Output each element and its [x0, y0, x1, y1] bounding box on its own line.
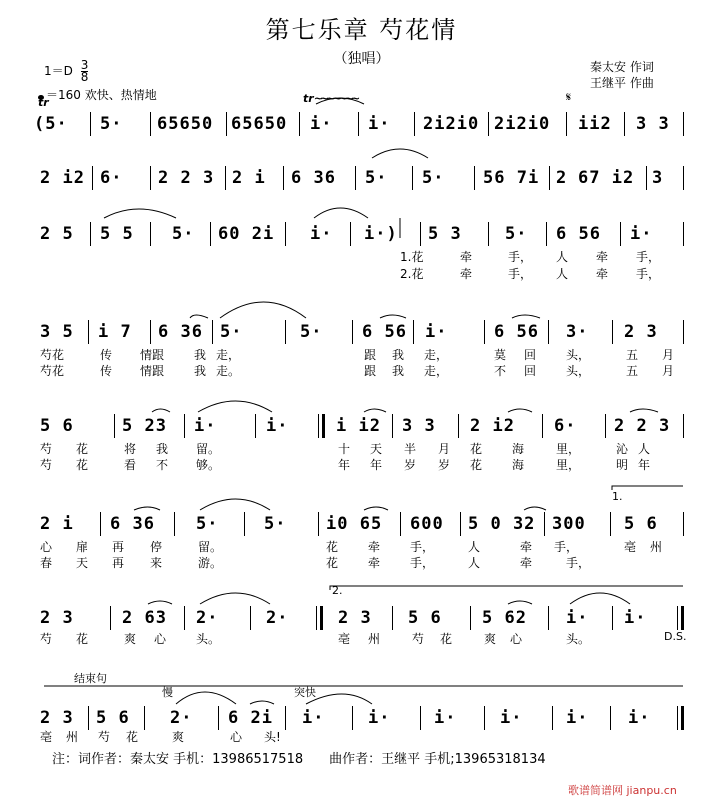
lyric: 沁	[616, 442, 629, 456]
lyric: 手，	[508, 250, 533, 264]
lyric: 再	[112, 556, 125, 570]
lyric: 手，	[410, 556, 435, 570]
lyric: 花	[76, 442, 89, 456]
lyric: 牵	[520, 556, 533, 570]
lyric: 岁	[438, 458, 451, 472]
measure: 5·	[264, 514, 287, 534]
measure: 3·	[566, 322, 589, 342]
slur	[316, 98, 364, 104]
measure: 5·	[100, 114, 123, 134]
slur	[364, 409, 386, 412]
lyric: 牵	[520, 540, 533, 554]
tie	[220, 302, 306, 318]
slur	[190, 315, 208, 318]
lyric: 芍花	[40, 348, 65, 362]
measure: 5·	[300, 322, 323, 342]
lyric: 心	[154, 632, 167, 646]
lyric: 芍	[98, 730, 111, 744]
lyric: 人	[638, 442, 651, 456]
lyric: 牵	[460, 267, 473, 281]
slur	[508, 409, 532, 412]
measure: 5·	[422, 168, 445, 188]
measure: i·	[434, 708, 457, 728]
tie	[200, 499, 270, 510]
lyric: 走，	[424, 364, 449, 378]
tie	[200, 593, 270, 604]
measure: 5·	[220, 322, 243, 342]
measure: 5 6	[624, 514, 658, 534]
slur	[380, 315, 406, 318]
measure: 3 3	[636, 114, 670, 134]
lyric: 里，	[556, 442, 581, 456]
lyric: 跟	[364, 348, 377, 362]
lyric: 花	[326, 556, 339, 570]
time-top: 3	[80, 58, 89, 72]
measure: 2 i	[232, 168, 266, 188]
measure: 2·	[170, 708, 193, 728]
measure: 5·	[172, 224, 195, 244]
measure: 2 3	[40, 608, 74, 628]
lyric: 春	[40, 556, 53, 570]
lyric: 花	[76, 632, 89, 646]
lyric: 情跟	[140, 348, 165, 362]
lyric: 亳	[338, 632, 351, 646]
lyric: 月	[662, 364, 675, 378]
lyric: 人	[556, 267, 569, 281]
lyric: 天	[76, 556, 89, 570]
lyric: 年	[338, 458, 351, 472]
measure: i 7	[98, 322, 132, 342]
lyric: 十	[338, 442, 351, 456]
measure: 3	[652, 168, 664, 188]
slur	[148, 601, 172, 604]
measure: i·	[566, 608, 589, 628]
lyric: 头，	[566, 364, 591, 378]
measure: 3 3	[402, 416, 436, 436]
trill-wave-icon: ~~~~~~~	[313, 92, 358, 105]
segno-icon: 𝄋	[566, 90, 572, 104]
lyric: 芍	[40, 458, 53, 472]
measure: 2i2i0	[494, 114, 551, 134]
lyric: 莫	[494, 348, 507, 362]
lyric: 人	[468, 556, 481, 570]
measure: i·	[302, 708, 325, 728]
measure: 5 6	[40, 416, 74, 436]
measure: 2	[556, 168, 568, 188]
lyric: 亳	[40, 730, 53, 744]
measure: 56 7i	[483, 168, 540, 188]
measure: 5 6	[408, 608, 442, 628]
lyric: 州	[66, 730, 79, 744]
lyric: 牵	[596, 250, 609, 264]
measure: i·	[628, 708, 651, 728]
composer-credit: 王继平 作曲	[590, 76, 654, 90]
measure: 6 36	[158, 322, 203, 342]
measure: 2 i2	[40, 168, 85, 188]
measure: 5 23	[122, 416, 167, 436]
tempo-text: ＝160 欢快、热情地	[46, 88, 157, 102]
lyric: 花	[440, 632, 453, 646]
lyric: 花	[470, 442, 483, 456]
lyric: 跟	[364, 364, 377, 378]
slur	[176, 692, 236, 704]
volta-1-label: 1.	[612, 490, 623, 503]
measure: 67 i2	[578, 168, 635, 188]
measure: 6·	[554, 416, 577, 436]
lyric: 传	[100, 364, 113, 378]
lyric: 手，	[554, 540, 579, 554]
measure: 6 2i	[228, 708, 273, 728]
measure: 2 i	[40, 514, 74, 534]
lyric: 人	[468, 540, 481, 554]
measure: 65650	[157, 114, 214, 134]
slur	[250, 701, 274, 704]
measure: i·	[368, 114, 391, 134]
lyric: 手，	[636, 250, 661, 264]
lyric: 将	[124, 442, 137, 456]
measure: i·)	[364, 224, 398, 244]
measure: 2 2 3	[158, 168, 215, 188]
lyric: 花	[470, 458, 483, 472]
lyric: 走。	[216, 364, 241, 378]
measure: 2 i2	[470, 416, 515, 436]
measure: 2i2i0	[423, 114, 480, 134]
lyric: 不	[494, 364, 507, 378]
lyric: 月	[438, 442, 451, 456]
measure: (5·	[34, 114, 68, 134]
volta-1-bracket	[612, 486, 683, 490]
slur	[364, 507, 388, 510]
coda-label: 结束句	[74, 672, 107, 685]
lyric: 牵	[596, 267, 609, 281]
measure: 5 62	[482, 608, 527, 628]
measure: 600	[410, 514, 444, 534]
measure: i·	[630, 224, 653, 244]
lyric: 海	[512, 458, 525, 472]
lyric: 我	[392, 364, 405, 378]
lyric: 州	[650, 540, 663, 554]
lyric: 心	[510, 632, 523, 646]
measure: i i2	[336, 416, 381, 436]
lyric: 不	[156, 458, 169, 472]
lyric: 天	[370, 442, 383, 456]
measure: 2·	[266, 608, 289, 628]
measure: 3 5	[40, 322, 74, 342]
slur	[524, 507, 546, 510]
lyric: 1.花	[400, 250, 424, 264]
lyric: 花	[76, 458, 89, 472]
lyric: 手，	[410, 540, 435, 554]
measure: 5·	[505, 224, 528, 244]
measure: i·	[624, 608, 647, 628]
lyric: 爽	[124, 632, 137, 646]
lyric: 头。	[196, 632, 221, 646]
measure: 60 2i	[218, 224, 275, 244]
lyric: 明	[616, 458, 629, 472]
song-subtitle: （独唱）	[333, 51, 390, 67]
lyric: 走，	[216, 348, 241, 362]
lyric: 芍	[40, 632, 53, 646]
lyric: 留。	[196, 442, 221, 456]
measure: 2 3	[40, 708, 74, 728]
lyric: 留。	[198, 540, 223, 554]
lyric: 我	[194, 348, 207, 362]
lyric: 2.花	[400, 267, 424, 281]
lyric: 传	[100, 348, 113, 362]
lyric: 里，	[556, 458, 581, 472]
measure: 5 3	[428, 224, 462, 244]
measure: i·	[310, 114, 333, 134]
lyric: 芍	[40, 442, 53, 456]
lyric: 扉	[76, 540, 89, 554]
slur	[134, 507, 160, 510]
measure: i·	[194, 416, 217, 436]
song-title: 第七乐章 芍花情	[265, 16, 458, 44]
measure: i·	[310, 224, 333, 244]
lyric: 头!	[264, 730, 281, 744]
lyric: 花	[126, 730, 139, 744]
measure: 6 56	[362, 322, 407, 342]
lyric: 芍	[412, 632, 425, 646]
measure: ii2	[578, 114, 612, 134]
site-watermark: 歌谱简谱网 jianpu.cn	[568, 784, 677, 797]
measure: i0 65	[326, 514, 383, 534]
slur	[508, 601, 532, 604]
lyric: 够。	[196, 458, 221, 472]
measure: 300	[552, 514, 586, 534]
lyric: 我	[156, 442, 169, 456]
lyric: 人	[556, 250, 569, 264]
lyric: 心	[230, 730, 243, 744]
lyric: 手，	[636, 267, 661, 281]
lyric: 头，	[566, 348, 591, 362]
trill-mark: tr	[38, 96, 49, 109]
tie	[314, 208, 368, 218]
measure: 2·	[196, 608, 219, 628]
lyric: 再	[112, 540, 125, 554]
tie	[306, 694, 372, 704]
lyric: 看	[124, 458, 137, 472]
lyric: 岁	[404, 458, 417, 472]
lyric: 回	[524, 348, 537, 362]
lyric: 爽	[172, 730, 185, 744]
measure: 5·	[196, 514, 219, 534]
key-label: 1＝D	[44, 64, 73, 78]
lyric: 月	[662, 348, 675, 362]
measure: i·	[566, 708, 589, 728]
lyric: 停	[150, 540, 163, 554]
lyric: 来	[150, 556, 163, 570]
measure: 6 36	[291, 168, 336, 188]
measure: 2 3	[624, 322, 658, 342]
ds-marking: D.S.	[664, 630, 687, 643]
measure: 5 0 32	[468, 514, 536, 534]
lyric: 情跟	[140, 364, 165, 378]
tie	[372, 149, 428, 158]
measure: 2 63	[122, 608, 167, 628]
measure: 5 5	[100, 224, 134, 244]
trill-label: tr	[303, 92, 314, 105]
measure: 5 6	[96, 708, 130, 728]
lyric: 心	[40, 540, 53, 554]
lyric: 回	[524, 364, 537, 378]
lyric: 我	[392, 348, 405, 362]
lyric: 芍花	[40, 364, 65, 378]
lyric: 州	[368, 632, 381, 646]
lyric: 亳	[624, 540, 637, 554]
lyric: 海	[512, 442, 525, 456]
lyric: 爽	[484, 632, 497, 646]
measure: 6·	[100, 168, 123, 188]
lyric: 手，	[566, 556, 591, 570]
measure: 6 36	[110, 514, 155, 534]
lyric: 花	[326, 540, 339, 554]
slur	[630, 409, 658, 412]
lyric: 五	[626, 364, 639, 378]
lyric: 年	[370, 458, 383, 472]
measure: 2 5	[40, 224, 74, 244]
footer-note: 注：词作者：秦太安 手机：13986517518 曲作者：王继平 手机;13965318134	[52, 752, 546, 767]
measure: 6 56	[556, 224, 601, 244]
measure: i·	[368, 708, 391, 728]
measure: i·	[425, 322, 448, 342]
slur	[512, 315, 540, 318]
tie	[104, 209, 176, 218]
lyric: 游。	[198, 556, 223, 570]
lyric: 牵	[460, 250, 473, 264]
volta-2-label: 2.	[332, 584, 343, 597]
lyricist-credit: 秦太安 作词	[590, 60, 654, 74]
lyric: 手，	[508, 267, 533, 281]
lyric: 半	[404, 442, 417, 456]
lyric: 走，	[424, 348, 449, 362]
tie	[570, 593, 630, 604]
measure: 2 2 3	[614, 416, 671, 436]
measure: i·	[266, 416, 289, 436]
measure: 2 3	[338, 608, 372, 628]
time-bottom: 8	[80, 70, 89, 84]
lyric: 头。	[566, 632, 591, 646]
measure: 5·	[365, 168, 388, 188]
volta-2-bracket	[330, 586, 683, 590]
measure: 65650	[231, 114, 288, 134]
measure: i·	[500, 708, 523, 728]
lyric: 牵	[368, 540, 381, 554]
lyric: 年	[638, 458, 651, 472]
slur	[152, 409, 170, 412]
lyric: 牵	[368, 556, 381, 570]
measure: 6 56	[494, 322, 539, 342]
lyric: 五	[626, 348, 639, 362]
lyric: 我	[194, 364, 207, 378]
tempo-slow-label: 慢	[162, 686, 173, 699]
tie	[198, 401, 272, 412]
tempo-fast-label: 突快	[294, 686, 316, 699]
